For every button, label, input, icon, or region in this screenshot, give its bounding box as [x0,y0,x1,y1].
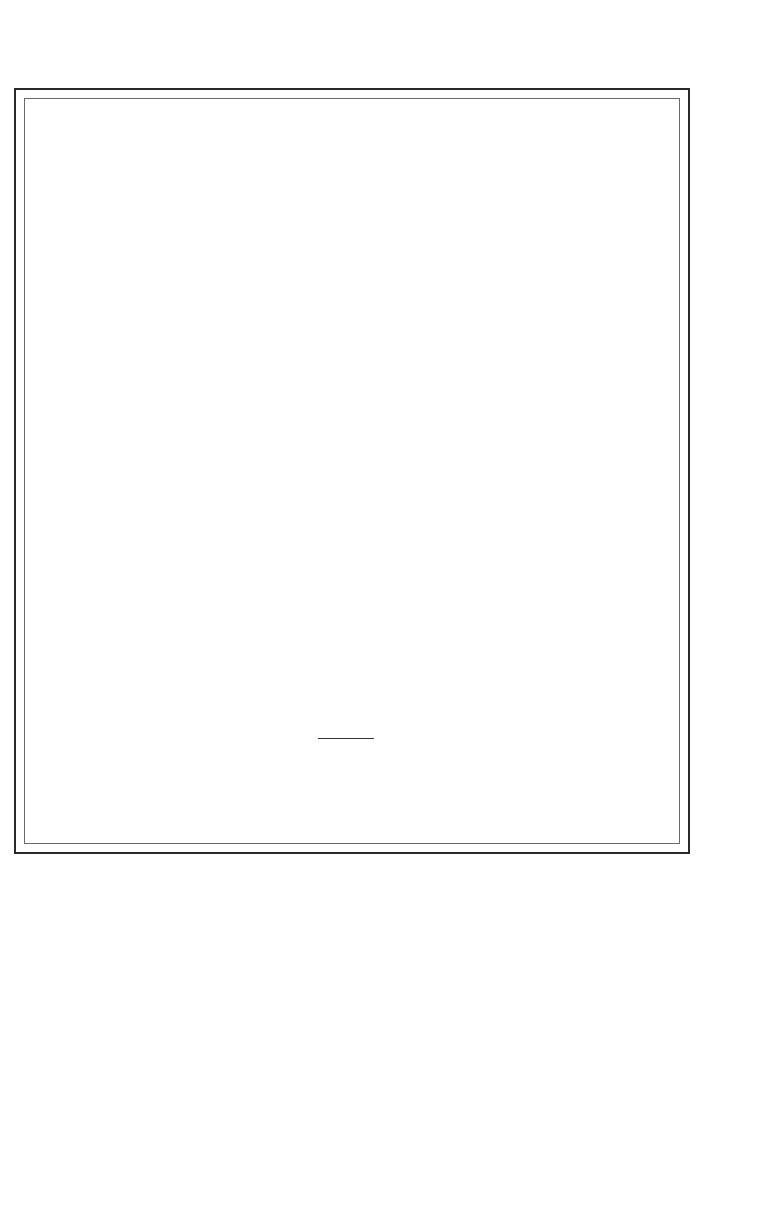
divider-upper [318,738,374,739]
inner-border [24,98,680,844]
